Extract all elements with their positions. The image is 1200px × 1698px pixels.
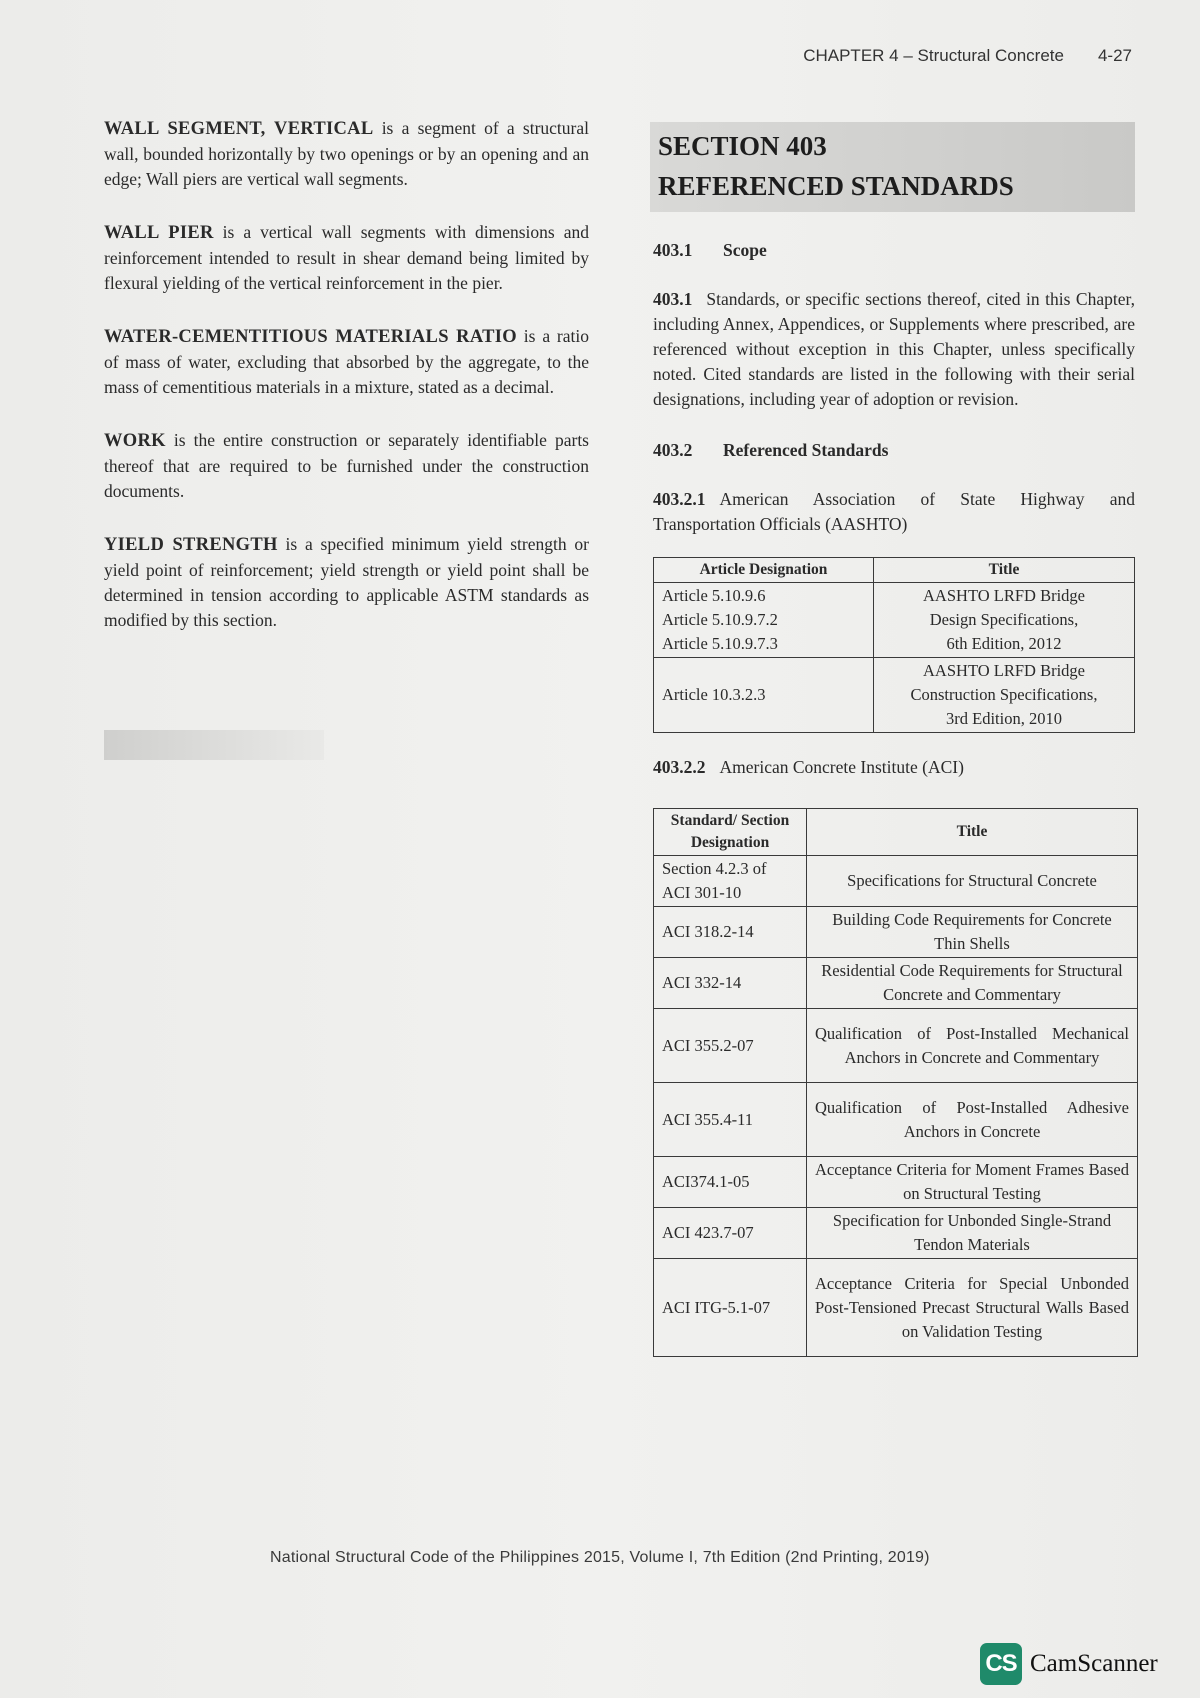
scan-smudge — [104, 730, 324, 760]
definition-text: is a segment of a structural wall, bounded horizontally by two openings or by an opening and an edge; Wall piers are vertical wall segments. — [104, 118, 589, 189]
scope-paragraph-text: Standards, or specific sections thereof, cited in this Chapter, including Annex, Appendices, or Supplements where prescribed, are referenced without exception in this Chapter, unless specifically noted. Cited standards are listed in the following with their serial designations, including year of adoption or revision. — [653, 289, 1135, 409]
aci-table — [653, 808, 1138, 1357]
aashto-heading — [653, 487, 1135, 537]
definition-text: is a ratio of mass of water, excluding that absorbed by the aggregate, to the mass of cementitious materials in a mixture, stated as a decimal. — [104, 326, 589, 397]
section-title: REFERENCED STANDARDS — [658, 171, 1014, 201]
title-cell: Specification for Unbonded Single-Strand Tendon Materials — [807, 1208, 1138, 1259]
title-line: 3rd Edition, 2010 — [946, 709, 1062, 728]
definition-term: YIELD STRENGTH — [104, 535, 278, 555]
camscanner-logo-icon: CS — [980, 1643, 1022, 1685]
camscanner-watermark: CamScanner — [1030, 1650, 1158, 1677]
definition-text: is the entire construction or separately identifiable parts thereof that are required to be furnished under the construction documents. — [104, 430, 589, 501]
title-line: AASHTO LRFD Bridge — [923, 661, 1085, 680]
table-row — [654, 1157, 1138, 1208]
page-footer: National Structural Code of the Philippines 2015, Volume I, 7th Edition (2nd Printing, 2019) — [270, 1549, 930, 1566]
column-header: Title — [874, 558, 1135, 583]
definition-term: WATER-CEMENTITIOUS MATERIALS RATIO — [104, 327, 517, 347]
table-header-row — [654, 809, 1138, 856]
aashto-text: American Association of State Highway and Transportation Officials (AASHTO) — [653, 489, 1135, 534]
title-line: Design Specifications, — [929, 610, 1079, 629]
scope-heading — [653, 238, 1135, 263]
table-row — [654, 1259, 1138, 1357]
definition-paragraph — [104, 220, 589, 296]
title-line: Construction Specifications, — [910, 685, 1098, 704]
designation-line: Article 5.10.9.6 — [662, 586, 766, 605]
aci-heading — [653, 755, 1135, 780]
designation-cell — [654, 658, 874, 733]
title-cell: Acceptance Criteria for Moment Frames Based on Structural Testing — [807, 1157, 1138, 1208]
definition-paragraph — [104, 324, 589, 400]
designation-cell: Section 4.2.3 of ACI 301-10 — [654, 856, 807, 907]
section-heading — [650, 122, 1135, 212]
title-cell: Acceptance Criteria for Special Unbonded Post-Tensioned Precast Structural Walls Based on Validation Testing — [807, 1259, 1138, 1357]
title-cell — [874, 658, 1135, 733]
table-row — [654, 907, 1138, 958]
definition-term: WALL PIER — [104, 223, 214, 243]
column-header: Title — [807, 809, 1138, 856]
definition-paragraph — [104, 532, 589, 633]
designation-cell: ACI 355.2-07 — [654, 1009, 807, 1083]
table-header-row — [654, 558, 1135, 583]
table-row — [654, 658, 1135, 733]
designation-line: Article 5.10.9.7.3 — [662, 634, 778, 653]
scope-paragraph-number: 403.1 — [653, 289, 693, 309]
title-cell — [874, 583, 1135, 658]
definition-term: WALL SEGMENT, VERTICAL — [104, 119, 374, 139]
designation-cell — [654, 583, 874, 658]
title-cell: Qualification of Post-Installed Mechanical Anchors in Concrete and Commentary — [807, 1009, 1138, 1083]
aci-number: 403.2.2 — [653, 757, 706, 777]
table-row — [654, 1083, 1138, 1157]
definition-text: is a specified minimum yield strength or yield point of reinforcement; yield strength or yield point shall be determined in tension according to applicable ASTM standards as modified by this section. — [104, 534, 589, 630]
designation-line: Article 10.3.2.3 — [662, 685, 766, 704]
definition-paragraph — [104, 116, 589, 192]
title-cell: Building Code Requirements for Concrete Thin Shells — [807, 907, 1138, 958]
designation-cell: ACI 355.4-11 — [654, 1083, 807, 1157]
definition-text: is a vertical wall segments with dimensions and reinforcement intended to result in shear demand being limited by flexural yielding of the vertical reinforcement in the pier. — [104, 222, 589, 293]
column-header: Standard/ Section Designation — [654, 809, 807, 856]
referenced-standards-heading — [653, 438, 1135, 463]
table-row — [654, 958, 1138, 1009]
running-header — [803, 46, 1132, 66]
scope-title: Scope — [723, 240, 767, 260]
definition-paragraph — [104, 428, 589, 504]
title-cell: Residential Code Requirements for Structural Concrete and Commentary — [807, 958, 1138, 1009]
table-row — [654, 583, 1135, 658]
table-row — [654, 1208, 1138, 1259]
standards-column — [653, 122, 1135, 1357]
referenced-standards-title: Referenced Standards — [723, 440, 889, 460]
table-row — [654, 1009, 1138, 1083]
definition-term: WORK — [104, 431, 166, 451]
designation-cell: ACI374.1-05 — [654, 1157, 807, 1208]
aashto-number: 403.2.1 — [653, 489, 706, 509]
scope-paragraph — [653, 287, 1135, 412]
designation-cell: ACI 318.2-14 — [654, 907, 807, 958]
designation-line: Article 5.10.9.7.2 — [662, 610, 778, 629]
table-row — [654, 856, 1138, 907]
title-cell: Qualification of Post-Installed Adhesive Anchors in Concrete — [807, 1083, 1138, 1157]
aashto-table — [653, 557, 1135, 733]
designation-cell: ACI 423.7-07 — [654, 1208, 807, 1259]
definitions-column — [104, 116, 589, 661]
page-number: 4-27 — [1097, 46, 1132, 65]
chapter-title: CHAPTER 4 – Structural Concrete — [803, 46, 1064, 65]
title-line: AASHTO LRFD Bridge — [923, 586, 1085, 605]
scope-number: 403.1 — [653, 240, 693, 260]
column-header: Article Designation — [654, 558, 874, 583]
section-number: SECTION 403 — [658, 131, 827, 161]
title-line: 6th Edition, 2012 — [946, 634, 1062, 653]
title-cell: Specifications for Structural Concrete — [807, 856, 1138, 907]
designation-cell: ACI 332-14 — [654, 958, 807, 1009]
aci-text: American Concrete Institute (ACI) — [719, 757, 964, 777]
designation-cell: ACI ITG-5.1-07 — [654, 1259, 807, 1357]
referenced-standards-number: 403.2 — [653, 440, 693, 460]
